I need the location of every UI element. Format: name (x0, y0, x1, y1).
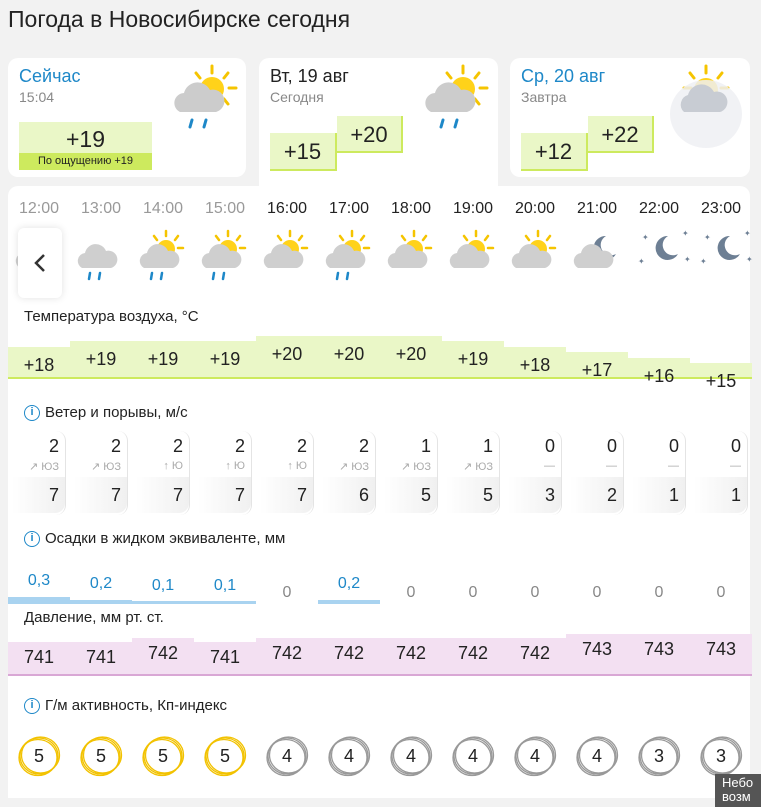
temperature-value: +19 (457, 349, 489, 370)
tomorrow-label: Ср, 20 авг (521, 66, 606, 86)
svg-text:✦: ✦ (682, 229, 689, 238)
wind-speed: 2 (110, 436, 121, 456)
precipitation-value: 0 (406, 584, 416, 601)
precipitation-value: 0,2 (337, 574, 361, 592)
wind-speed: 0 (730, 436, 741, 456)
hour-label: 15:00 (204, 200, 246, 217)
kp-value: 5 (33, 746, 44, 766)
hour-label: 22:00 (638, 200, 680, 217)
hourly-forecast-panel (8, 186, 753, 798)
precipitation-value: 0,3 (27, 572, 51, 589)
now-time: 15:04 (19, 89, 55, 105)
pressure-value: 742 (271, 643, 303, 663)
wind-gust (322, 477, 375, 513)
kp-value: 5 (219, 746, 230, 766)
kp-value: 4 (343, 746, 354, 766)
precipitation-value: 0 (592, 584, 602, 601)
hour-label: 20:00 (514, 200, 556, 217)
temperature-value: +17 (581, 360, 613, 381)
tomorrow-min-temp: +12 (521, 133, 588, 171)
pressure-value: 741 (85, 647, 117, 667)
wind-gust-value: 7 (296, 485, 307, 505)
wind-direction: ↗ ЮЗ (400, 461, 431, 473)
wind-cell[interactable] (12, 431, 66, 515)
moon-stars-icon (628, 230, 690, 282)
current-weather-card[interactable] (8, 58, 246, 177)
temperature-value: +19 (85, 349, 117, 370)
wind-cell[interactable] (384, 431, 438, 515)
wind-cell[interactable] (322, 431, 376, 515)
wind-title[interactable]: i Ветер и порывы, м/с (24, 404, 188, 421)
kp-value: 5 (157, 746, 168, 766)
temperature-title: Температура воздуха, °C (24, 308, 199, 325)
wind-cell[interactable] (694, 431, 748, 515)
kp-index-badge (637, 734, 681, 778)
tomorrow-card[interactable] (510, 58, 750, 177)
precipitation-bar (132, 601, 194, 604)
wind-direction: ↑ Ю (287, 460, 307, 472)
wind-speed: 2 (48, 436, 59, 456)
svg-text:✦: ✦ (744, 229, 751, 238)
precipitation-bar (194, 601, 256, 604)
wind-gust (694, 477, 747, 513)
moon-cloud-icon (566, 230, 628, 282)
kp-value: 4 (529, 746, 540, 766)
info-icon[interactable]: i (24, 405, 40, 421)
tomorrow-max-temp: +22 (588, 116, 654, 153)
today-card[interactable] (259, 58, 498, 188)
svg-text:✦: ✦ (700, 257, 707, 266)
hour-label: 16:00 (266, 200, 308, 217)
pressure-value: 741 (209, 647, 241, 667)
wind-cell[interactable] (570, 431, 624, 515)
pressure-value: 743 (705, 639, 737, 659)
wind-cell[interactable] (508, 431, 562, 515)
wind-gust (198, 477, 251, 513)
svg-text:✦: ✦ (704, 233, 711, 242)
wind-gust-value: 7 (234, 485, 245, 505)
pressure-value: 742 (457, 643, 489, 663)
svg-text:✦: ✦ (746, 255, 753, 264)
kp-value: 5 (95, 746, 106, 766)
sun-cloud-icon (256, 230, 318, 282)
cloud-rain-icon (70, 230, 132, 282)
tooltip: Небо возм (715, 774, 761, 807)
kp-index-badge (513, 734, 557, 778)
precipitation-bar (70, 600, 132, 604)
precipitation-bar (8, 597, 70, 604)
wind-speed: 2 (296, 436, 307, 456)
kp-value: 4 (281, 746, 292, 766)
pressure-value: 741 (23, 647, 55, 667)
pressure-value: 743 (643, 639, 675, 659)
hour-label: 19:00 (452, 200, 494, 217)
wind-direction: — (606, 460, 617, 472)
wind-gust-value: 7 (172, 485, 183, 505)
wind-gust (384, 477, 437, 513)
hour-label: 12:00 (18, 200, 60, 217)
wind-gust-value: 5 (420, 485, 431, 505)
sun-cloud-icon (504, 230, 566, 282)
hour-label: 17:00 (328, 200, 370, 217)
wind-gust (12, 477, 65, 513)
info-icon[interactable]: i (24, 698, 40, 714)
wind-direction: ↗ ЮЗ (462, 461, 493, 473)
wind-gust-value: 5 (482, 485, 493, 505)
precipitation-value: 0,2 (89, 574, 113, 592)
precipitation-value: 0 (530, 584, 540, 601)
kp-value: 3 (715, 746, 726, 766)
wind-cell[interactable] (74, 431, 128, 515)
precipitation-value: 0 (282, 584, 292, 601)
sun-cloud-icon (442, 230, 504, 282)
kp-value: 3 (653, 746, 664, 766)
wind-gust (136, 477, 189, 513)
kp-index-badge (17, 734, 61, 778)
hour-label: 23:00 (700, 200, 742, 217)
wind-speed: 2 (358, 436, 369, 456)
temperature-value: +18 (23, 354, 55, 375)
wind-gust (74, 477, 127, 513)
kp-index-badge (699, 734, 743, 778)
svg-text:✦: ✦ (638, 257, 645, 266)
precipitation-value: 0 (654, 584, 664, 601)
kp-index-badge (327, 734, 371, 778)
wind-cell[interactable] (446, 431, 500, 515)
pressure-value: 743 (581, 639, 613, 659)
hour-label: 21:00 (576, 200, 618, 217)
wind-direction: ↗ ЮЗ (338, 461, 369, 473)
wind-direction: ↗ ЮЗ (28, 461, 59, 473)
precipitation-value: 0 (468, 584, 478, 601)
wind-gust (570, 477, 623, 513)
hour-label: 13:00 (80, 200, 122, 217)
fog-sun-icon (666, 64, 746, 154)
temperature-value: +20 (395, 344, 427, 364)
kp-value: 4 (405, 746, 416, 766)
kp-index-badge (451, 734, 495, 778)
temperature-value: +20 (333, 344, 365, 364)
wind-gust-value: 1 (730, 485, 741, 505)
sun-cloud-rain-icon (194, 230, 256, 282)
temperature-value: +15 (705, 371, 737, 391)
today-min-temp: +15 (270, 133, 337, 171)
precipitation-bar (318, 600, 380, 604)
kp-index-badge (389, 734, 433, 778)
precipitation-value: 0,1 (213, 577, 237, 594)
kp-index-badge (79, 734, 123, 778)
kp-value: 4 (591, 746, 602, 766)
wind-cell[interactable] (632, 431, 686, 515)
wind-cell[interactable] (136, 431, 190, 515)
precipitation-value: 0 (716, 584, 726, 601)
wind-gust-value: 7 (48, 485, 59, 505)
kp-value: 4 (467, 746, 478, 766)
wind-gust (508, 477, 561, 513)
wind-speed: 0 (606, 436, 617, 456)
pressure-value: 742 (147, 643, 179, 663)
today-label: Вт, 19 авг (270, 66, 349, 86)
wind-cell[interactable] (260, 431, 314, 515)
wind-gust (260, 477, 313, 513)
wind-cell[interactable] (198, 431, 252, 515)
wind-gust-value: 3 (544, 485, 555, 505)
now-label: Сейчас (19, 66, 81, 86)
moon-stars-icon (690, 230, 752, 282)
temperature-value: +19 (209, 349, 241, 370)
sun-cloud-rain-icon (318, 230, 380, 282)
scroll-left-button[interactable] (18, 228, 62, 298)
kp-index-badge (265, 734, 309, 778)
chevron-left-icon (33, 253, 47, 273)
wind-speed: 2 (172, 436, 183, 456)
sun-cloud-rain-icon (132, 230, 194, 282)
kp-index-badge (141, 734, 185, 778)
wind-speed: 1 (420, 436, 431, 456)
precipitation-title[interactable]: i Осадки в жидком эквиваленте, мм (24, 530, 285, 547)
hour-label: 14:00 (142, 200, 184, 217)
wind-gust (446, 477, 499, 513)
wind-direction: — (668, 460, 679, 472)
wind-gust-value: 6 (358, 485, 369, 505)
pressure-value: 742 (395, 643, 427, 663)
wind-direction: — (544, 460, 555, 472)
kp-index-badge (575, 734, 619, 778)
feels-like: По ощущению +19 (19, 153, 152, 170)
partly-cloudy-rain-icon (417, 64, 493, 134)
current-temp-value: +19 (65, 126, 105, 152)
wind-gust-value: 2 (606, 485, 617, 505)
hour-label: 18:00 (390, 200, 432, 217)
today-sub: Сегодня (270, 89, 324, 105)
pressure-title: Давление, мм рт. ст. (24, 609, 164, 626)
wind-gust-value: 1 (668, 485, 679, 505)
svg-text:✦: ✦ (642, 233, 649, 242)
wind-gust (632, 477, 685, 513)
wind-speed: 0 (544, 436, 555, 456)
temperature-value: +16 (643, 365, 675, 386)
info-icon[interactable]: i (24, 531, 40, 547)
wind-gust-value: 7 (110, 485, 121, 505)
temperature-value: +18 (519, 354, 551, 375)
wind-speed: 1 (482, 436, 493, 456)
sun-cloud-icon (380, 230, 442, 282)
kp-index-badge (203, 734, 247, 778)
temperature-value: +20 (271, 344, 303, 364)
svg-text:✦: ✦ (684, 255, 691, 264)
today-max-temp: +20 (337, 116, 403, 153)
wind-direction: ↗ ЮЗ (90, 461, 121, 473)
partly-cloudy-rain-icon (166, 64, 242, 134)
temperature-value: +19 (147, 349, 179, 370)
current-temperature (19, 122, 152, 170)
tomorrow-sub: Завтра (521, 89, 567, 105)
wind-speed: 0 (668, 436, 679, 456)
precipitation-value: 0,1 (151, 577, 175, 594)
page-title: Погода в Новосибирске сегодня (8, 6, 351, 32)
wind-direction: — (730, 460, 741, 472)
pressure-value: 742 (519, 643, 551, 663)
wind-speed: 2 (234, 436, 245, 456)
kp-title[interactable]: i Г/м активность, Кп-индекс (24, 697, 227, 714)
wind-direction: ↑ Ю (163, 460, 183, 472)
pressure-value: 742 (333, 643, 365, 663)
wind-direction: ↑ Ю (225, 460, 245, 472)
